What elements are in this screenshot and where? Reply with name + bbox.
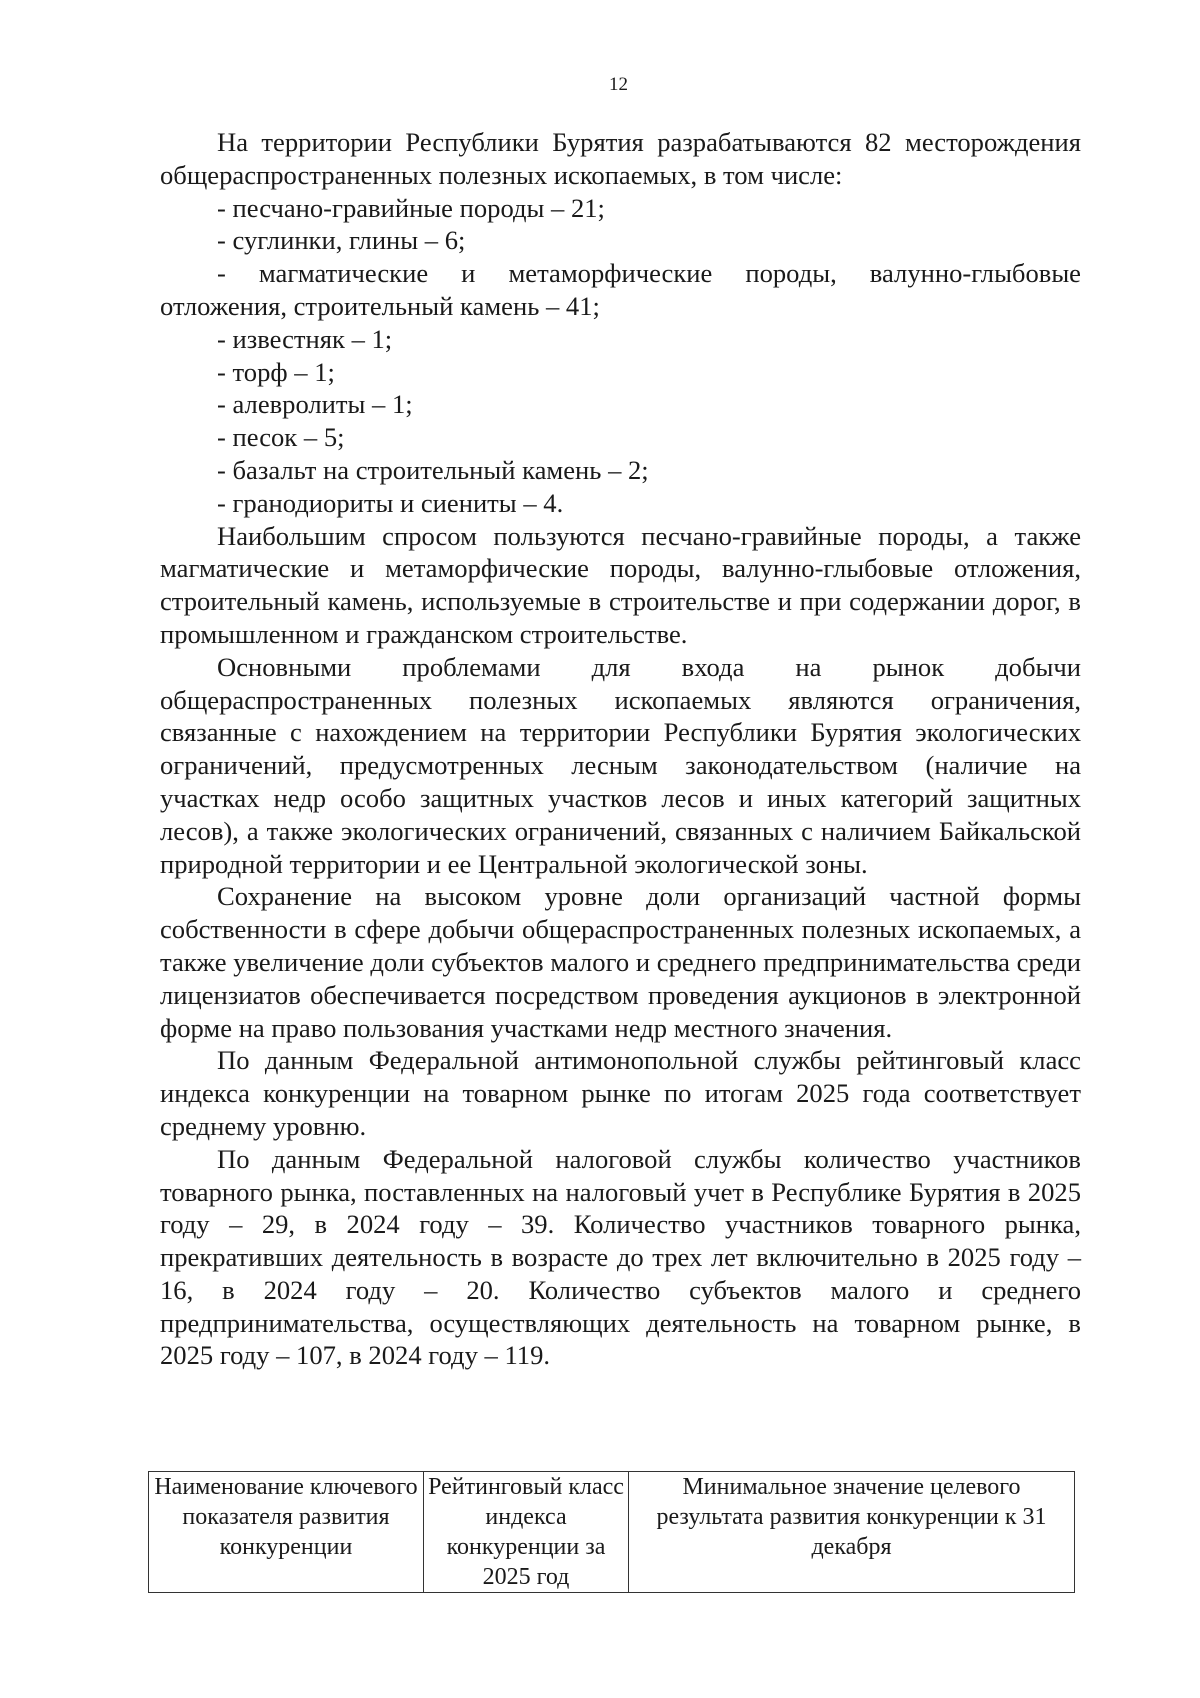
list-item: - базальт на строительный камень – 2; [217, 454, 649, 485]
demand-paragraph: Наибольшим спросом пользуются песчано-гравийные породы, а также магматические и метаморфические породы, валунно-глыбовые отложения, строительный камень, используемые в строительстве и при содержании дорог, в промышленном и гражданском строительстве. [160, 520, 1081, 649]
problems-paragraph: Основными проблемами для входа на рынок добычи общераспространенных полезных ископаемых являются ограничения, связанные с нахождением на территории Республики Бурятия экологических ограничений, предусмотренных лесным законодательством (наличие на участках недр особо защитных участков лесов и иных категорий защитных лесов), а также экологических ограничений, связанных с наличием Байкальской природной территории и ее Центральной экологической зоны. [160, 651, 1081, 879]
tax-service-paragraph: По данным Федеральной налоговой службы количество участников товарного рынка, поставленных на налоговый учет в Республике Бурятия в 2025 году – 29, в 2024 году – 39. Количество участников товарного рынка, прекративших деятельность в возрасте до трех лет включительно в 2025 году – 16, в 2024 году – 20. Количество субъектов малого и среднего предпринимательства, осуществляющих деятельность на товарном рынке, в 2025 году – 107, в 2024 году – 119. [160, 1143, 1081, 1371]
list-item: - торф – 1; [217, 356, 335, 387]
table-header-row [149, 1472, 1075, 1593]
indicators-table [148, 1471, 1074, 1593]
column-header-indicator: Наименование ключевого показателя развития конкуренции [149, 1472, 424, 1593]
deposit-list [160, 192, 1081, 520]
list-item: - алевролиты – 1; [217, 389, 413, 420]
ownership-paragraph: Сохранение на высоком уровне доли организаций частной формы собственности в сфере добычи общераспространенных полезных ископаемых, а также увеличение доли субъектов малого и среднего предпринимательства среди лицензиатов обеспечивается посредством проведения аукционов в электронной форме на право пользования участками недр местного значения. [160, 881, 1081, 1043]
column-header-target: Минимальное значение целевого результата развития конкуренции к 31 декабря [629, 1472, 1075, 1593]
list-item: - магматические и метаморфические породы, валунно-глыбовые отложения, строительный камень – 41; [160, 258, 1081, 321]
page-number: 12 [609, 74, 628, 95]
list-item: - известняк – 1; [217, 323, 393, 354]
list-item: - песок – 5; [217, 422, 345, 453]
intro-paragraph: На территории Республики Бурятия разрабатываются 82 месторождения общераспространенных полезных ископаемых, в том числе: [160, 127, 1081, 190]
fas-rating-paragraph: По данным Федеральной антимонопольной службы рейтинговый класс индекса конкуренции на товарном рынке по итогам 2025 года соответствует среднему уровню. [160, 1045, 1081, 1141]
document-body [160, 126, 1081, 1372]
list-item: - гранодиориты и сиениты – 4. [217, 487, 564, 518]
list-item: - песчано-гравийные породы – 21; [217, 192, 605, 223]
list-item: - суглинки, глины – 6; [217, 225, 466, 256]
column-header-rating: Рейтинговый класс индекса конкуренции за 2025 год [424, 1472, 629, 1593]
